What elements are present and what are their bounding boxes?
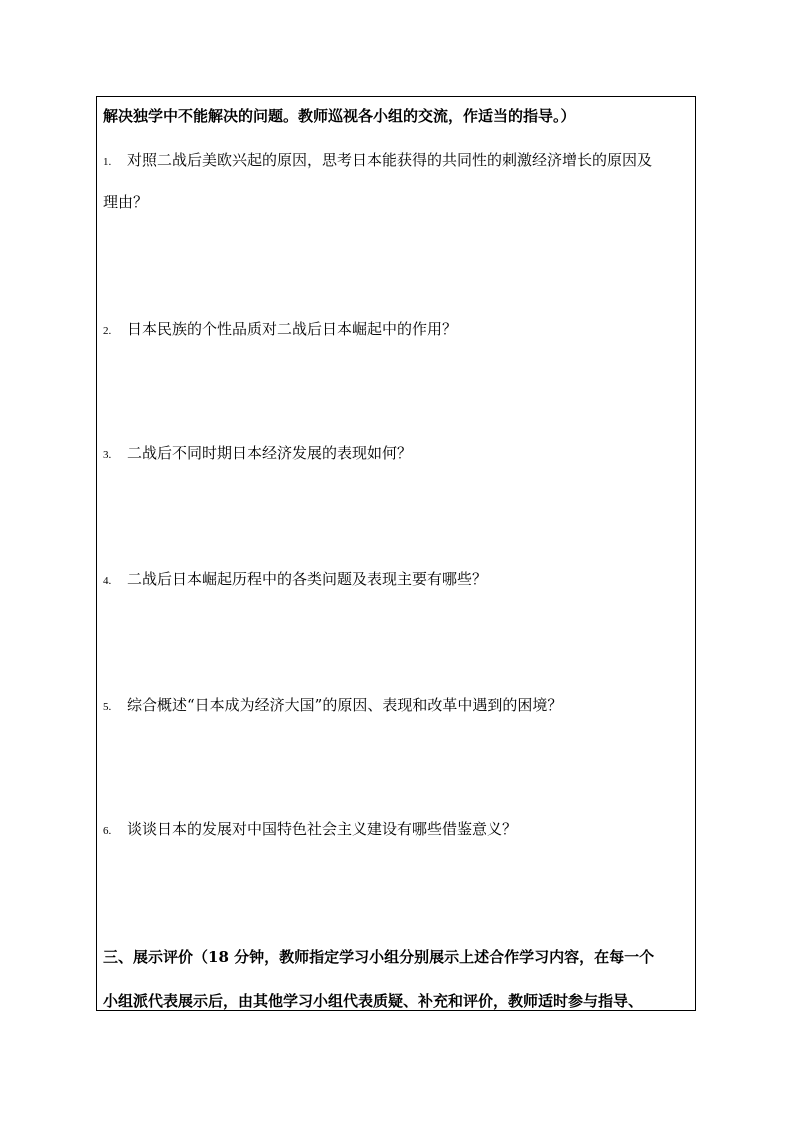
question-text: 二战后日本崛起历程中的各类问题及表现主要有哪些？: [127, 570, 488, 588]
question-text: 二战后不同时期日本经济发展的表现如何？: [127, 444, 413, 462]
question-text: 综合概述“日本成为经济大国”的原因、表现和改革中遇到的困境？: [127, 696, 563, 714]
question-6: [103, 819, 517, 841]
question-1-continuation: 理由？: [103, 193, 149, 211]
question-text: 谈谈日本的发展对中国特色社会主义建设有哪些借鉴意义？: [127, 820, 518, 838]
question-5: [103, 695, 562, 717]
section-three-line-1: 三、展示评价（18 分钟，教师指定学习小组分别展示上述合作学习内容，在每一个: [103, 948, 655, 966]
question-number: 4.: [103, 575, 112, 587]
question-text: 日本民族的个性品质对二战后日本崛起中的作用？: [127, 320, 458, 338]
question-3: [103, 443, 412, 465]
intro-line: 解决独学中不能解决的问题。教师巡视各小组的交流，作适当的指导。）: [103, 107, 576, 125]
question-2: [103, 319, 457, 341]
worksheet-table-cell: [96, 96, 696, 1011]
question-number: 3.: [103, 449, 112, 461]
question-4: [103, 569, 487, 591]
question-number: 2.: [103, 325, 112, 337]
question-text: 对照二战后美欧兴起的原因，思考日本能获得的共同性的刺激经济增长的原因及: [127, 151, 653, 169]
question-number: 6.: [103, 825, 112, 837]
question-number: 1.: [103, 156, 112, 168]
question-1: [103, 150, 652, 172]
question-number: 5.: [103, 701, 112, 713]
section-three-line-2: 小组派代表展示后，由其他学习小组代表质疑、补充和评价，教师适时参与指导、: [103, 992, 644, 1010]
